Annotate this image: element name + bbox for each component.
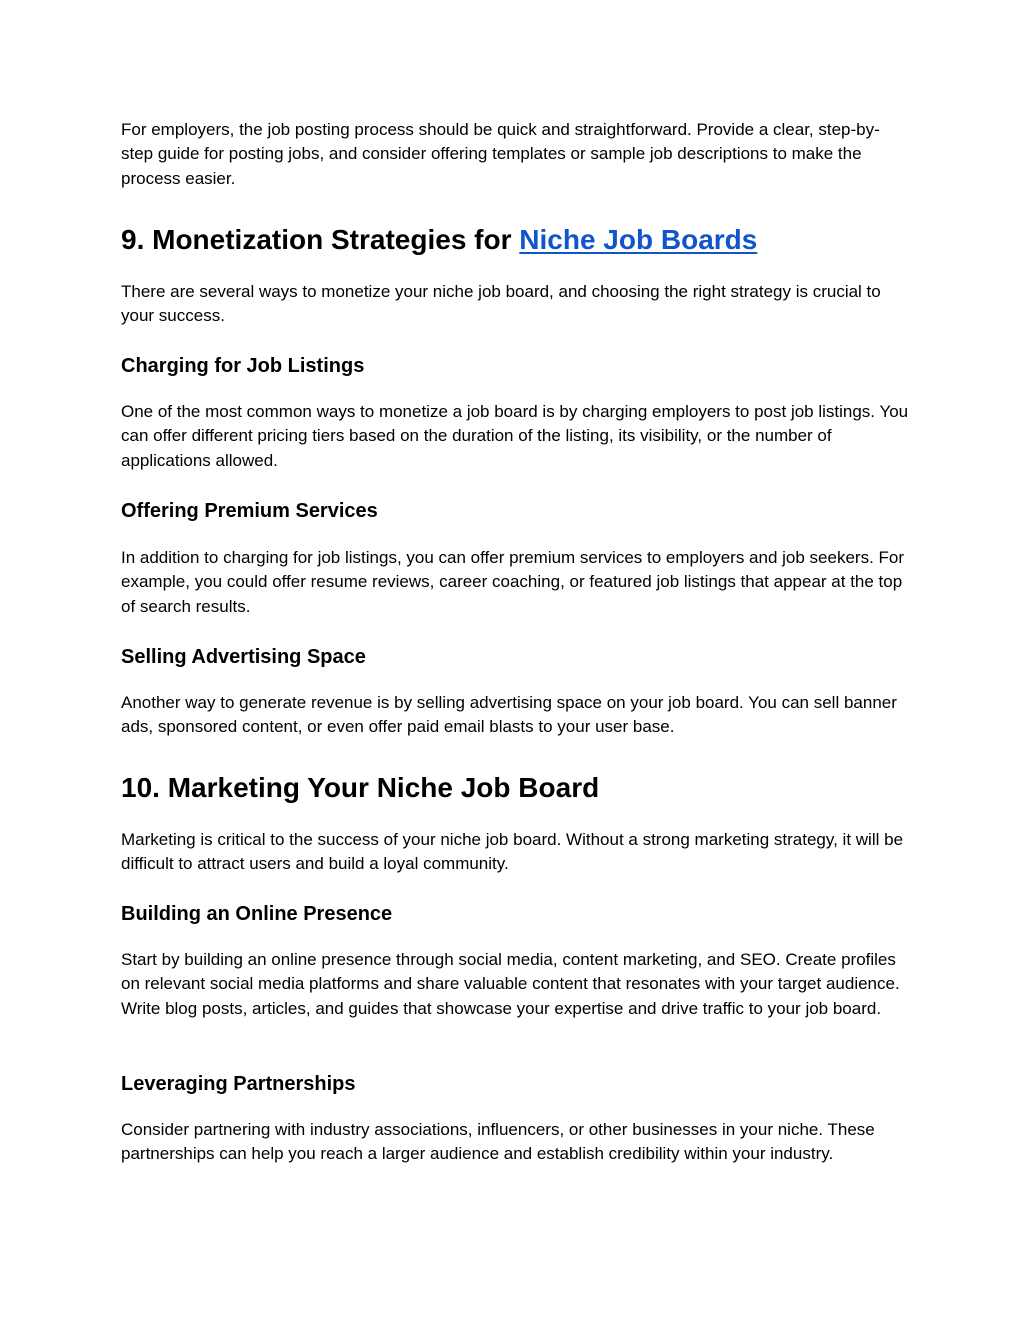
section-9-heading-text: 9. Monetization Strategies for	[121, 224, 520, 255]
subsection-body-charging-listings: One of the most common ways to monetize a job board is by charging employers to post job listings. You can offer different pricing tiers based on the duration of the listing, its visibility, or the number of applications allowed.	[121, 402, 909, 470]
section-10-intro: Marketing is critical to the success of your niche job board. Without a strong marketing strategy, it will be difficult to attract users and build a loyal community.	[121, 830, 904, 874]
subsection-body-advertising-space: Another way to generate revenue is by selling advertising space on your job board. You can sell banner ads, sponsored content, or even offer paid email blasts to your user base.	[121, 693, 897, 737]
section-9-heading	[121, 223, 911, 257]
section-10-heading: 10. Marketing Your Niche Job Board	[121, 772, 600, 803]
intro-paragraph: For employers, the job posting process should be quick and straightforward. Provide a clear, step-by-step guide for posting jobs, and consider offering templates or sample job descriptions to make the process easier.	[121, 120, 880, 188]
subsection-heading-premium-services: Offering Premium Services	[121, 500, 378, 522]
subsection-body-online-presence: Start by building an online presence through social media, content marketing, and SEO. Create profiles on relevant social media platforms and share valuable content that resonates with your target audience. Write blog posts, articles, and guides that showcase your expertise and drive traffic to your job board.	[121, 950, 900, 1018]
subsection-heading-online-presence: Building an Online Presence	[121, 903, 393, 925]
niche-job-boards-link[interactable]: Niche Job Boards	[519, 224, 758, 255]
subsection-heading-advertising-space: Selling Advertising Space	[121, 646, 366, 668]
subsection-heading-charging-listings: Charging for Job Listings	[121, 355, 365, 377]
section-9-intro: There are several ways to monetize your niche job board, and choosing the right strategy is crucial to your success.	[121, 282, 881, 326]
subsection-body-partnerships: Consider partnering with industry associations, influencers, or other businesses in your niche. These partnerships can help you reach a larger audience and establish credibility within your industry.	[121, 1120, 875, 1164]
subsection-heading-partnerships: Leveraging Partnerships	[121, 1073, 356, 1095]
subsection-body-premium-services: In addition to charging for job listings, you can offer premium services to employers and job seekers. For example, you could offer resume reviews, career coaching, or featured job listings that appear at the top of search results.	[121, 548, 905, 616]
